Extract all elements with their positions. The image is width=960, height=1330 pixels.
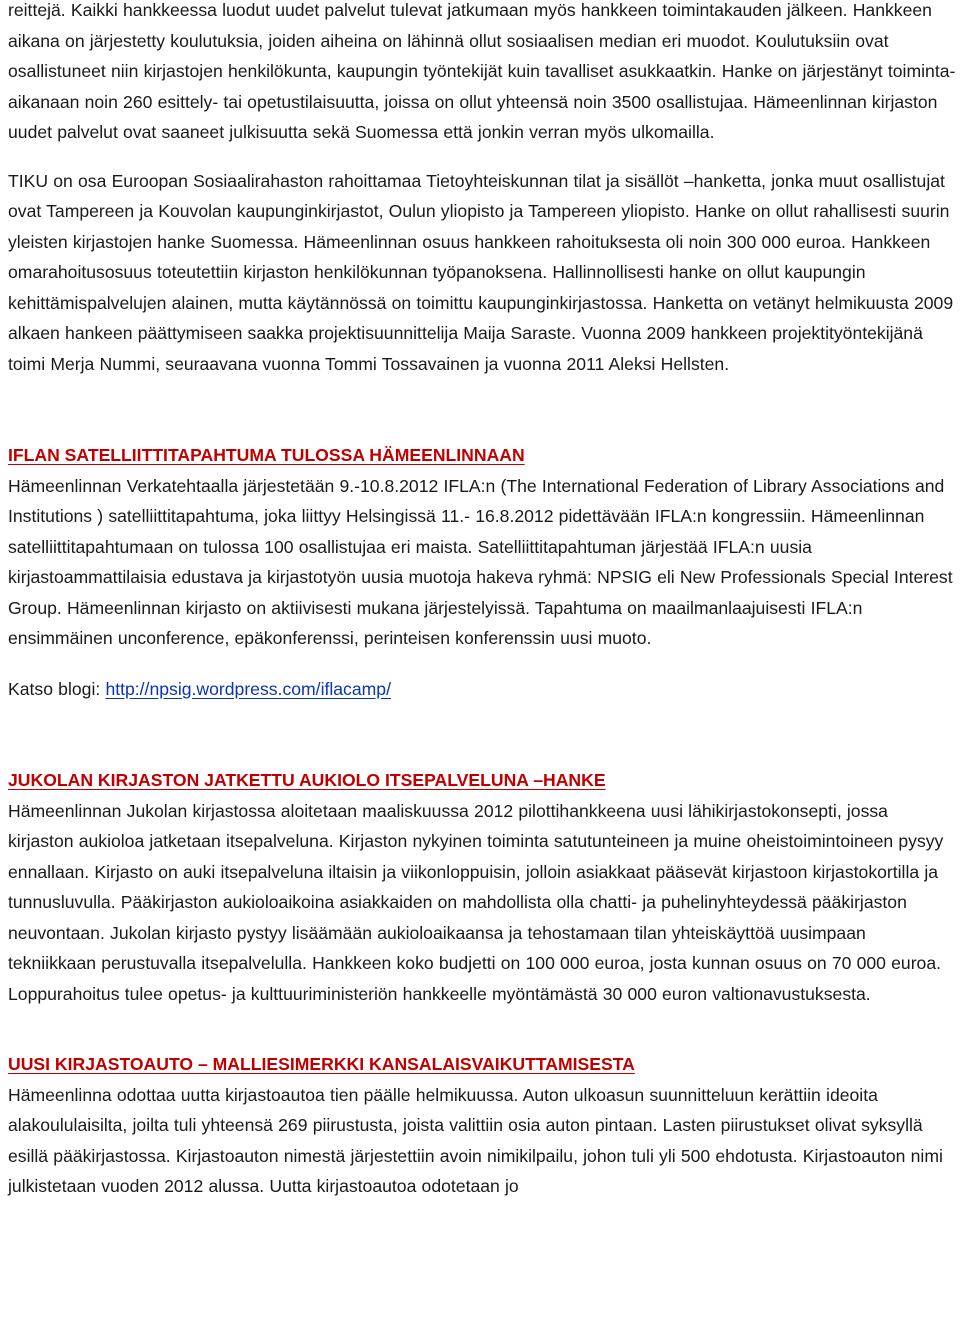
section-heading-ifla: IFLAN SATELLIITTITAPAHTUMA TULOSSA HÄMEENLINNAAN [8,445,525,465]
blog-label: Katso blogi: [8,678,106,699]
blog-link[interactable]: http://npsig.wordpress.com/iflacamp/ [105,678,391,699]
intro-paragraph-2: TIKU on osa Euroopan Sosiaalirahaston rahoittamaa Tietoyhteiskunnan tilat ja sisällöt –hanketta, jonka muut osallistujat ovat Tampereen ja Kouvolan kaupunginkirjastot, Oulun yliopisto ja Tampereen yliopisto. Hanke on ollut rahallisesti suurin yleisten kirjastojen hanke Suomessa. Hämeenlinnan osuus hankkeen rahoituksesta oli noin 300 000 euroa. Hankkeen omarahoitusosuus toteutettiin kirjaston henkilökunnan työpanoksena. Hallinnollisesti hanke on ollut kaupungin kehittämispalvelujen alainen, mutta käytännössä on toimittu kaupunginkirjastossa. Hanketta on vetänyt helmikuusta 2009 alkaen hankeen päättymiseen saakka projektisuunnittelija Maija Saraste. Vuonna 2009 hankkeen projektityöntekijänä toimi Merja Nummi, seuraavana vuonna Tommi Tossavainen ja vuonna 2011 Aleksi Hellsten. [8,170,954,374]
ifla-body: Hämeenlinnan Verkatehtaalla järjestetään 9.-10.8.2012 IFLA:n (The International Federation of Library Associations and Institutions ) satelliittitapahtuma, joka liittyy Helsingissä 11.- 16.8.2012 pidettävään IFLA:n kongressiin. Hämeenlinnan satelliittitapahtumaan on tulossa 100 osallistujaa eri maista. Satelliittitapahtuman järjestää IFLA:n uusia kirjastoammattilaisia edustava ja kirjastotyön uusia muotoja hakeva ryhmä: NPSIG eli New Professionals Special Interest Group. Hämeenlinnan kirjasto on aktiivisesti mukana järjestelyissä. Tapahtuma on maailmanlaajuisesti IFLA:n ensimmäinen unconference, epäkonferenssi, perinteisen konferenssin uusi muoto. [8,475,953,648]
kirjastoauto-body: Hämeenlinna odottaa uutta kirjastoautoa tien päälle helmikuussa. Auton ulkoasun suunnitteluun kerättiin ideoita alakoululaisilta, joilta tuli yhteensä 269 piirustusta, joista valittiin osia auton pintaan. Lasten piirustukset olivat syksyllä esillä pääkirjastossa. Kirjastoauton nimestä järjestettiin avoin nimikilpailu, johon tuli yli 500 ehdotusta. Kirjastoauton nimi julkistetaan vuoden 2012 alussa. Uutta kirjastoautoa odotetaan jo [8,1084,943,1196]
section-heading-jukola: JUKOLAN KIRJASTON JATKETTU AUKIOLO ITSEPALVELUNA –HANKE [8,770,606,790]
jukola-body: Hämeenlinnan Jukolan kirjastossa aloitetaan maaliskuussa 2012 pilottihankkeena uusi lähikirjastokonsepti, jossa kirjaston aukioloa jatketaan itsepalveluna. Kirjaston nykyinen toiminta satutunteineen ja muine oheistoimintoineen pysyy ennallaan. Kirjasto on auki itsepalveluna iltaisin ja viikonloppuisin, jolloin asiakkaat pääsevät kirjastoon kirjastokortilla ja tunnusluvulla. Pääkirjaston aukioloaikoina asiakkaiden on mahdollista olla chatti- ja puhelinyhteydessä pääkirjaston neuvontaan. Jukolan kirjasto pystyy lisäämään aukioloaikaansa ja tehostamaan tilan yhteiskäyttöä uusimpaan tekniikkaan perustuvalla itsepalvelulla. Hankkeen koko budjetti on 100 000 euroa, josta kunnan osuus on 70 000 euroa. Loppurahoitus tulee opetus- ja kulttuuriministeriön hankkeelle myöntämästä 30 000 euron valtionavustuksesta. [8,800,944,1004]
section-heading-kirjastoauto: UUSI KIRJASTOAUTO – MALLIESIMERKKI KANSALAISVAIKUTTAMISESTA [8,1054,635,1074]
document-page [8,0,958,1202]
blog-line [8,674,958,705]
intro-paragraph-1: reittejä. Kaikki hankkeessa luodut uudet palvelut tulevat jatkumaan myös hankkeen toimintakauden jälkeen. Hankkeen aikana on järjestetty koulutuksia, joiden aiheina on lähinnä ollut sosiaalisen median eri muodot. Koulutuksiin ovat osallistuneet niin kirjastojen henkilökunta, kaupungin työntekijät kuin tavalliset asukkaatkin. Hanke on järjestänyt toiminta-aikanaan noin 260 esittely- tai opetustilaisuutta, joissa on ollut yhteensä noin 3500 osallistujaa. Hämeenlinnan kirjaston uudet palvelut ovat saaneet julkisuutta sekä Suomessa että jonkin verran myös ulkomailla. [8,0,956,142]
